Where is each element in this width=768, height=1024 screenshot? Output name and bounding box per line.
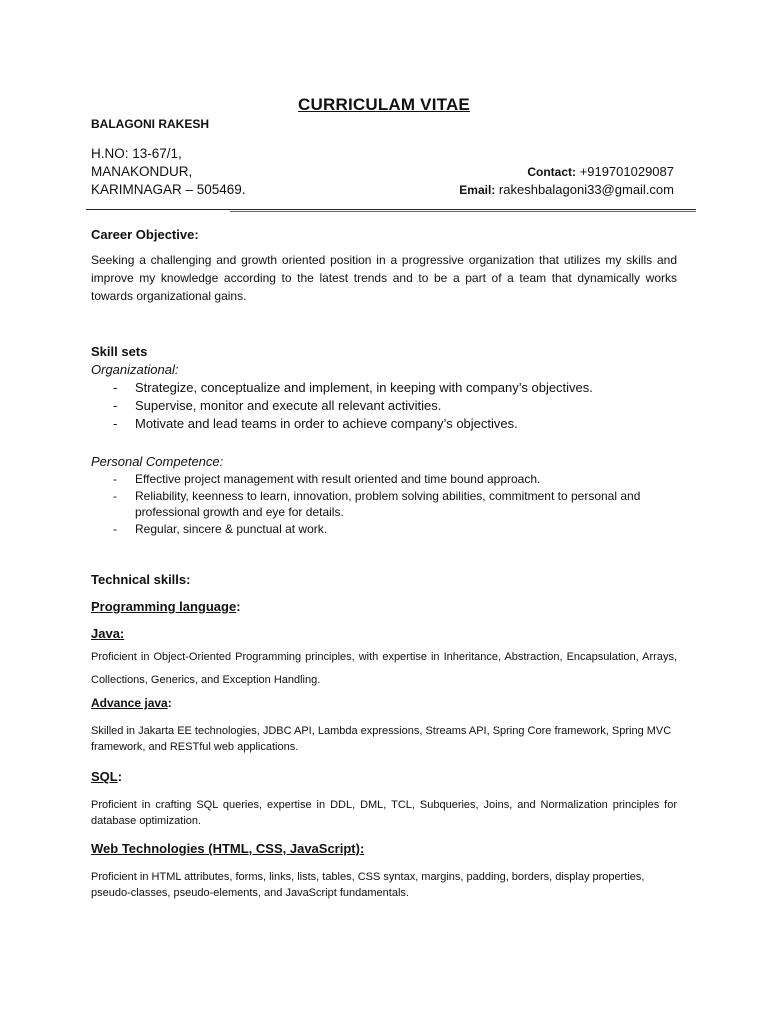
bullet-dash: - bbox=[113, 380, 118, 395]
list-item-text: Supervise, monitor and execute all relevant activities. bbox=[135, 398, 442, 413]
list-item-text: Regular, sincere & punctual at work. bbox=[135, 521, 328, 536]
programming-language-label: Programming language bbox=[91, 599, 237, 614]
list-item bbox=[113, 521, 678, 538]
web-technologies-text: Proficient in HTML attributes, forms, links, lists, tables, CSS syntax, margins, padding, borders, display properties, pseudo-classes, pseudo-elements, and JavaScript fundamentals. bbox=[91, 871, 645, 899]
address-line-3: KARIMNAGAR – 505469. bbox=[91, 182, 246, 197]
email-label: Email: bbox=[459, 183, 496, 197]
technical-skills-heading: Technical skills: bbox=[91, 572, 191, 587]
list-item bbox=[113, 471, 678, 488]
list-item bbox=[113, 379, 678, 397]
list-item-text: Reliability, keenness to learn, innovation, problem solving abilities, commitment to personal and professional growth and eye for details. bbox=[135, 488, 641, 519]
contact-phone bbox=[527, 164, 674, 179]
bullet-dash: - bbox=[113, 521, 117, 536]
advance-java-text: Skilled in Jakarta EE technologies, JDBC API, Lambda expressions, Streams API, Spring Core framework, Spring MVC framework, and RESTful web applications. bbox=[91, 725, 672, 753]
java-heading: Java: bbox=[91, 626, 125, 641]
address-line-1: H.NO: 13-67/1, bbox=[91, 146, 182, 161]
programming-language-heading bbox=[91, 599, 241, 614]
bullet-dash: - bbox=[113, 488, 117, 503]
document-title: CURRICULAM VITAE bbox=[298, 95, 470, 114]
sql-text: Proficient in crafting SQL queries, expertise in DDL, DML, TCL, Subqueries, Joins, and Normalization principles for database optimization. bbox=[91, 799, 677, 827]
web-technologies-heading: Web Technologies (HTML, CSS, JavaScript): bbox=[91, 841, 365, 856]
career-objective-text: Seeking a challenging and growth oriented position in a progressive organization that utilizes my skills and improve my knowledge according to the latest trends and to be a part of a team that dynamically works towards organizational gains. bbox=[91, 253, 677, 303]
list-item bbox=[113, 397, 678, 415]
sql-label: SQL bbox=[91, 769, 118, 784]
personal-competence-list bbox=[113, 471, 678, 537]
advance-java-heading bbox=[91, 696, 172, 710]
bullet-dash: - bbox=[113, 416, 118, 431]
career-objective-heading: Career Objective: bbox=[91, 227, 199, 242]
heading-colon: : bbox=[236, 599, 241, 614]
java-text: Proficient in Object-Oriented Programming principles, with expertise in Inheritance, Abstraction, Encapsulation, Arrays, Collections, Generics, and Exception Handling. bbox=[91, 651, 677, 686]
skill-sets-heading: Skill sets bbox=[91, 344, 148, 359]
list-item-text: Effective project management with result oriented and time bound approach. bbox=[135, 472, 541, 486]
address-line-2: MANAKONDUR, bbox=[91, 164, 193, 179]
header-divider bbox=[86, 209, 696, 210]
candidate-name: BALAGONI RAKESH bbox=[91, 117, 210, 131]
organizational-list bbox=[113, 379, 678, 433]
heading-colon: : bbox=[167, 696, 172, 710]
header-divider-shadow bbox=[230, 211, 696, 212]
personal-competence-label: Personal Competence: bbox=[91, 454, 224, 469]
contact-label: Contact: bbox=[527, 165, 577, 179]
list-item bbox=[113, 488, 678, 521]
contact-value: +919701029087 bbox=[576, 164, 674, 179]
contact-email bbox=[459, 182, 674, 197]
advance-java-label: Advance java bbox=[91, 696, 168, 710]
list-item bbox=[113, 415, 678, 433]
heading-colon: : bbox=[117, 769, 123, 784]
bullet-dash: - bbox=[113, 398, 118, 413]
email-value: rakeshbalagoni33@gmail.com bbox=[495, 182, 674, 197]
list-item-text: Motivate and lead teams in order to achieve company’s objectives. bbox=[135, 416, 518, 431]
bullet-dash: - bbox=[113, 472, 117, 486]
sql-heading bbox=[91, 769, 122, 784]
list-item-text: Strategize, conceptualize and implement, in keeping with company’s objectives. bbox=[135, 380, 593, 395]
organizational-label: Organizational: bbox=[91, 362, 179, 377]
